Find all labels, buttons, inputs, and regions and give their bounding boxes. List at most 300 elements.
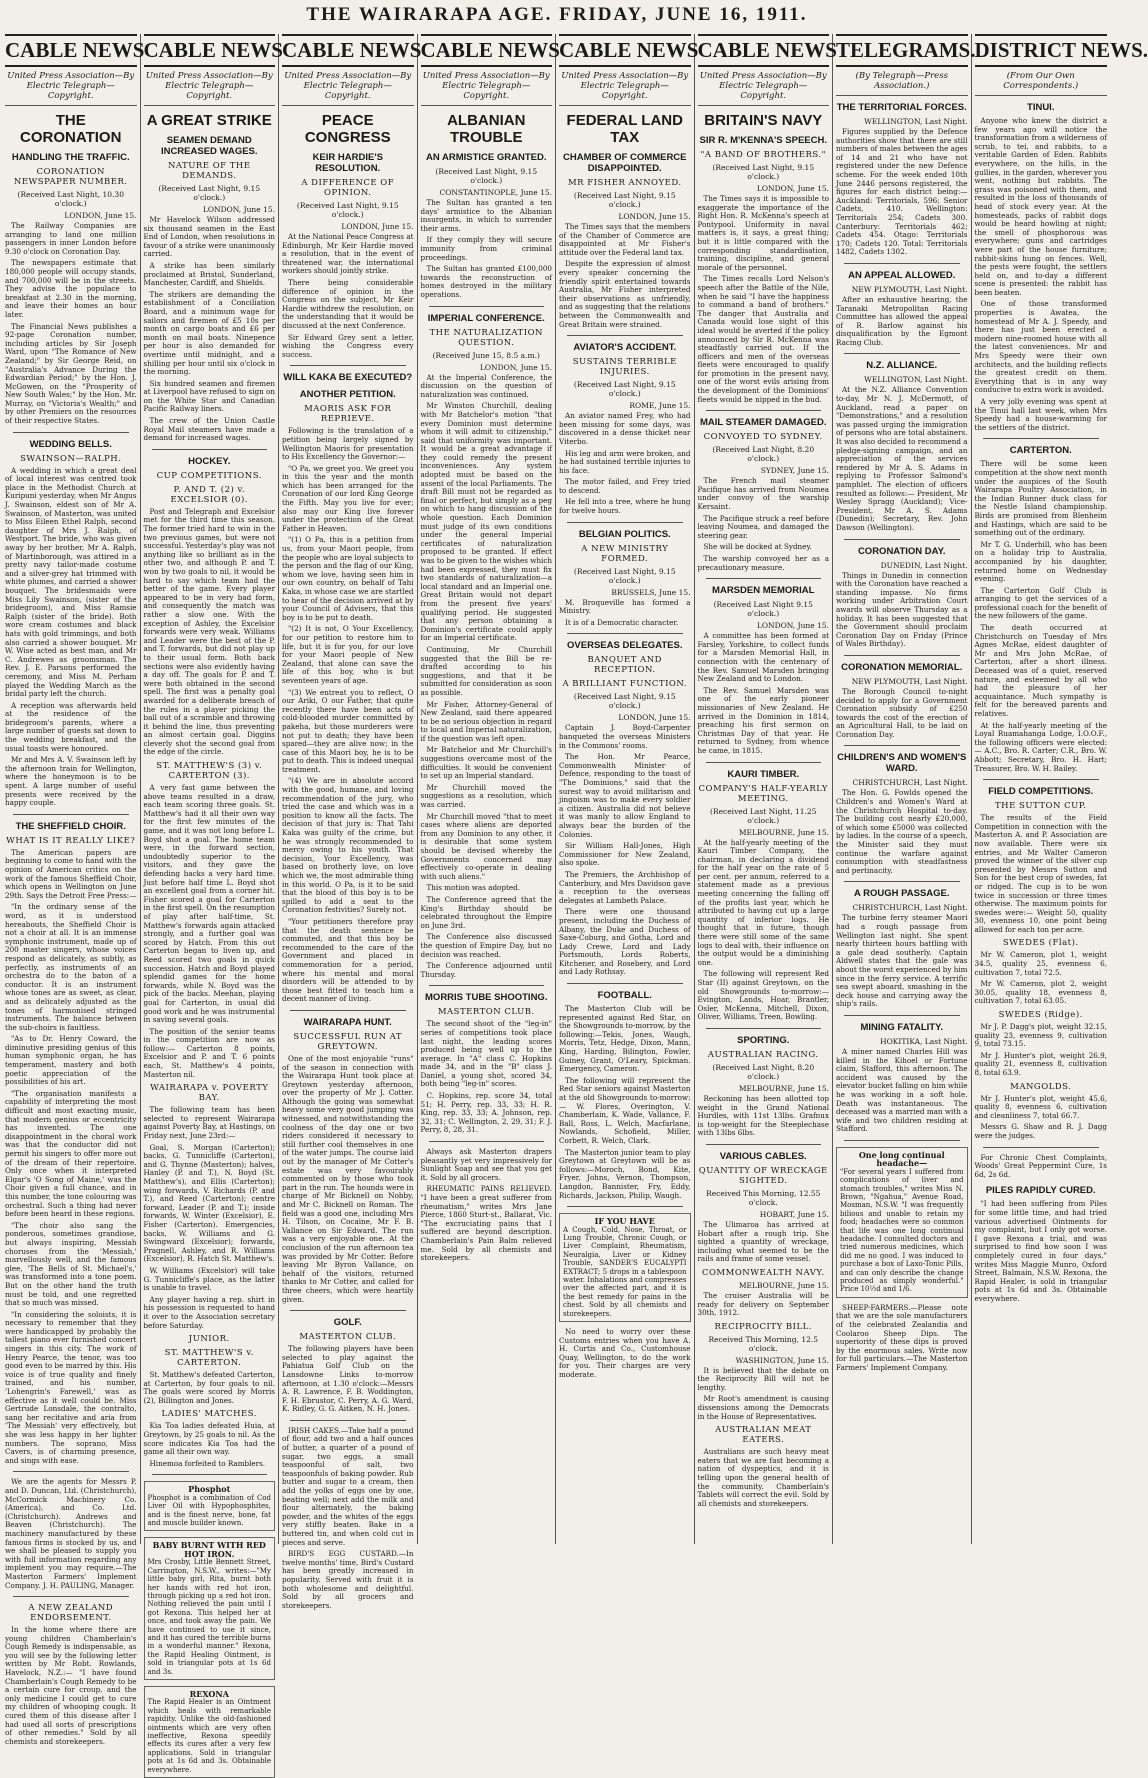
paragraph: IRISH CAKES.—Take half a pound of flour, add two and a half ounces of butter, a quarter of a pound of sugar, two eggs, a small teaspoonful of salt, two teaspoonfuls of baking powder. Rub butter and sugar to a cream, then add the yolks of eggs one by one, beating well; next add the milk and flour alternately, the baking powder, and the whites of the eggs very stiffly beaten. Bake in a buttered tin, and when cold cut in pieces and serve. [282,1425,414,1547]
column-heading: CABLE NEWS [144,34,276,67]
paragraph: The Conference also discussed the question of Empire Day, but no decision was reached. [420,932,552,959]
paragraph: The warship convoyed her as a precautionary measure. [697,554,829,572]
section-heading: WAIRARAPA HUNT. [303,1016,392,1028]
divider [567,983,683,984]
paragraph: Despite the expression of almost every speaker concerning the friendly spirit entertained towards Australia, Mr Fisher interpreted their observations as unfriendly, and as suggesting that the relations between the Commonwealth and Great Britain were strained. [559,259,691,329]
paragraph: "Your petitioners therefore pray that the death sentence be commuted, and that this boy be recommended to the care of the Government and placed in commemoration for a period, where his mental and moral disorders will be attended to by those best fitted to teach him a decent manner of living. [282,916,414,1004]
section-heading: SEAMEN DEMAND INCREASED WAGES. [160,135,258,157]
divider [706,578,822,579]
divider [429,985,545,986]
article-headline: BRITAIN'S NAVY [704,112,823,129]
divider [290,1010,406,1011]
paragraph: Mr Churchill moved "that to meet cases where aliens are deported from any Dominion to any other, it is desirable that some system should be devised whereby the Governments concerned may effectively co-operate in dealing with such aliens." [420,811,552,881]
section-heading: GOLF. [333,1317,362,1329]
section-heading: A ROUGH PASSAGE. [853,888,950,900]
advertisement-text: "For several years I suffered from complications of liver and stomach troubles," writes Miss N. Brown, "Ngahua," Avenue Road, Mosman, N.S.W. "I was frequently bilious and unable to retain my food; headaches were so common that life was one long continual headache. I consulted doctors and tried numerous medicines, which did me no good. I was induced to purchase a box of Laxo-Tonic Pills, and can only describe the change produced as simply wonderful." Price 10½d and 1/6. [840,1167,964,1294]
advertisement-heading: One long continual headache— [858,1149,945,1169]
column-heading: CABLE NEWS [421,34,553,67]
sub-heading: AUSTRALIAN MEAT EATERS. [715,1425,812,1446]
advertisement-heading: BABY BURNT WITH RED HOT IRON. [152,1540,266,1559]
section-heading: PILES RAPIDLY CURED. [985,1185,1096,1197]
section-heading: SPORTING. [737,1034,790,1046]
dateline: LONDON, June 15. [756,621,829,631]
sub-heading: SUSTAINS TERRIBLE INJURIES. [572,357,677,378]
divider [567,335,683,336]
sub-heading: SWEDES (Ridge). [998,1010,1083,1021]
column-credit: United Press Association—By Electric Telegraph—Copyright. [5,71,137,106]
paragraph: The Borough Council to-night decided to apply for a Government Coronation subsidy of £250 towards the cost of the erection of an Agricultural Hall, to be laid on Coronation Day. [836,686,968,739]
paragraph: The Masterton junior team to play Greytown at Greytown will be as follows:—Moroch, Bond, Kite, Fryer, Johns, Vernon, Thompson, Langdon, Bannister, Fry, Eddy, Richards, Jackson, Philip, Waugh. [559,1147,691,1200]
article-headline: FEDERAL LAND TAX [566,112,683,146]
paragraph: Six hundred seamen and firemen at Liverpool have refused to sign on on the White Star and Canadian Pacific Railway liners. [143,378,275,414]
divider [13,432,129,433]
advertisement-heading: Phosphot [188,1484,231,1495]
paragraph: The crew of the Union Castle Royal Mail steamers have made a demand for increased wages. [143,416,275,443]
section-heading: MINING FATALITY. [860,1021,943,1033]
paragraph: The cruiser Australia will be ready for delivery on September 30th, 1912. [697,1290,829,1318]
dateline: NEW PLYMOUTH, Last Night. [851,284,968,294]
received-line: (Received Last Night, 10.30 o'clock.) [17,190,124,208]
article-headline: ALBANIAN TROUBLE [447,112,526,146]
section-heading: SIR R. M'KENNA'S SPEECH. [699,135,827,146]
paragraph: The Rev. Samuel Marsden was one of the early pioneer missionaries of New Zealand. He arrived in the Dominion in 1814, preaching his first sermon on Christmas Day of that year. He returned to Sydney, from whence he came, in 1815. [697,685,829,755]
sub-heading: MANGOLDS. [1010,1081,1072,1092]
advertisement-text: Phosphot is a combination of Cod Liver Oil with Hypophosphites, and is the finest nerve, bone, fat and muscle builder known. [147,1493,271,1528]
paragraph: Post and Telegraph and Excelsior met for the third time this season. The former tried hard to win in the two previous games, but were not successful. Yesterday's play was not anything like so brilliant as in the other two, and although P. and T. won by two goals to nil, it would be hard to say which team had the better of the game. Every player appeared to be in very bad form, and consequently the match was rather a slow one. With the exception of Ashley, the Excelsior forwards were very weak. Williams and Leader were the best of the P. and T. forwards, but did not play up to their usual form. Both back sections were also evidently having a day off. The goals for P. and T. were both obtained in the second spell. The first was a penalty goal awarded for a deliberate breach of the rules in a player picking the ball out of a scramble and throwing it behind the line, thus preventing an almost certain goal. Diggins cleverly shot the second goal from the edge of the circle. [143,506,275,757]
sub-heading: P. AND T. (2) v. EXCELSIOR (0). [170,484,248,505]
dateline: WELLINGTON, Last Night. [864,375,968,385]
advertisement [144,1481,276,1531]
column-2 [141,34,283,1774]
divider [844,539,960,540]
sub-heading: A NEW ZEALAND ENDORSEMENT. [28,1603,114,1624]
divider [567,633,683,634]
sub-heading: ST. MATTHEW'S v. CARTERTON. [164,1348,254,1369]
section-heading: THE TERRITORIAL FORCES. [836,102,967,113]
paragraph: The following team has been selected to represent Wairarapa against Poverty Bay, at Hastings, on Friday next, June 23rd:— [143,1105,275,1141]
section-heading: ANOTHER PETITION. [299,389,396,401]
dateline: MELBOURNE, June 15. [738,1280,829,1290]
column-5 [556,34,699,1544]
paragraph: The Premiers, the Archbishop of Canterbury, and Mrs Davidson gave a reception to the overseas delegates at Lambeth Palace. [559,869,691,905]
paragraph: This motion was adopted. [426,883,521,893]
paragraph: A miner named Charles Hill was killed in the Kihoel or Fortune claim, Stafford, this afternoon. The accident was caused by the elevator bucket falling on him while he was working in a soft hole. Death was instantaneous. The deceased was a married man with a wife and two children residing at Stafford. [836,1046,968,1134]
received-line: (Received Last Night, 8.20 o'clock.) [712,1062,815,1081]
paragraph: "In the ordinary sense of the word, as it is understood hereabouts, the Sheffield Choir is not a choir at all. It is an immense symphonic instrument, made up of 200 master singers, whose voices respond as delicately, as subtly, as perfectly, as instruments of an orchestra do to the baton of a conductor. It is an instrument whose tones are as sweet, as clear, and as delicately adjusted as the tones of harmonised stringed instruments. The balance between the sub-choirs is faultless. [5,902,137,1032]
paragraph: A very fast game between the above teams resulted in a draw, each team scoring three goals. St. Matthew's had it all their own way for the first few minutes of the game, and it was not long before L. Boyd shot a goal. The home team were, in the forward section, undoubtedly superior to the visitors, and they gave the defending backs a very hard time. Just before half time L. Boyd shot an excellent goal from a corner hit. Fisher scored a goal for Carterton in the first spell. On the resumption of play after half-time, St. Matthew's forwards again attacked strongly, and a further goal was scored by Hatch. From this out Carterton began to liven up, and Reed scored two goals in quick succession. Hatch and Boyd played splendid games for the home forwards, while N. Boyd was the pick of the backs. Meehan, playing goal for Carterton, in usual did good work and he was instrumental in saving several goals. [143,783,275,1025]
column-4 [418,34,560,1544]
sub-heading: ST. MATTHEW'S (3) v. CARTERTON (3). [156,761,263,782]
column-6 [695,34,837,1544]
paragraph: The Conference agreed that the King's Birthday should be celebrated throughout the Empire on June 3rd. [420,894,552,930]
sub-heading: MASTERTON CLUB. [437,1007,535,1018]
divider [567,1206,683,1207]
sub-heading: SWEDES (Flat). [1002,938,1079,949]
paragraph: The Times says it is impossible to exaggerate the importance of the Right Hon. R. McKenna's speech at Pontypool. Uniformity in naval matters is, it says, a great thing; but it is little compared with the corresponding standardisation, training, discipline, and general morale of the personnel. [697,194,829,272]
paragraph: A committee has been formed at Farsley, Yorkshire, to collect funds for a Marsden Memorial Hall, in connection with the centenary of the Rev. Samuel Marsden bringing New Zealand and to London. [697,631,829,684]
paragraph: Sir William Hall-Jones, High Commissioner for New Zealand, also spoke. [559,841,691,868]
paragraph: "O Pa, we greet you. We greet you in this the year and the month which has been arranged for the Coronation of our lord King George the Fifth. May you live for ever; also may our King live forever under the protection of the Great Father in Heaven. [282,463,414,533]
dateline: HOKITIKA, Last Night. [880,1036,968,1046]
paragraph: At the Imperial Conference, the discussion on the question of naturalization was continued. [420,372,552,399]
column-credit: United Press Association—By Electric Telegraph—Copyright. [559,71,691,106]
paragraph: The Sultan has granted £100,000 towards the reconstruction of homes destroyed in the military operations. [420,264,552,299]
advertisement-text: A Cough, Cold, Nose, Throat, or Lung Trouble, Chronic Cough, or Liver Complaint, Rheumatism, Neuralgia, Liver or Kidney Trouble, SANDER'S EUCALYPTI EXTRACT; 5 drops in a tablespoon water. Inhalations and compresses over the affected part, and it is the best remedy for pains in the chest. Sold by all chemists and storekeepers. [563,1225,687,1318]
section-heading: IMPERIAL CONFERENCE. [427,312,545,324]
paragraph: Mr W. Cameron, plot 2, weight 30.05, quality 18, evenness 8, cultivation 7, total 63.05. [974,979,1107,1006]
paragraph: The following will represent Red Star (II) against Greytown, on the old Showgrounds to-morrow:—Evington, Lands, Hoar, Brantler, Osler, McKenna, Mitchell, Dixon, Oliver, Williams, Treen, Bowling. [697,969,829,1022]
paragraph: The Financial News publishes a 92-page Coronation number, including articles by Sir Joseph Ward, upon "The Romance of New Zealand;" by Sir George Reid, on "Australia's Advance During the Edwardian Period;" by the Hon. J. McGowen, on the "Prosperity of New South Wales;" by the Hon. Mr. Murray, on "Victoria's Wealth;" and by other Premiers on the resources of their respective States. [5,321,137,426]
paragraph: Kia Toa ladies defeated Huia, at Greytown, by 25 goals to nil. As the score indicates Kia Toa had the game all their own way. [143,1421,275,1457]
paragraph: The Hon. Mr Pearce, Commonwealth Minister of Defence, responding to the toast of "The Dominions," said that the surest way to avoid militarism and jingoism was to make every soldier a citizen. Australia did not believe it was manly to allow England to always bear the burden of the Colonies. [559,752,691,839]
paragraph: The following will represent the Red Star seniors against Masterton at the old Showgrounds to-morrow:— W. Flores, Overington, V. Chamberlain, K. Wade, Vallance, F. Ball, Ross, L. Welch, Macfarlane, Nowlands, Schofield, Miller, Corbett, R. Welch, Clark. [559,1075,691,1145]
divider [290,1310,406,1311]
dateline: MELBOURNE, June 15. [738,827,829,837]
column-1 [2,34,145,1746]
paragraph: The Pacifique struck a reef before leaving Noumea, and damaged the steering gear. [697,513,829,540]
paragraph: Figures supplied by the Defence authorities show that there are still numbers of males between the ages of 14 and 21 who have not registered under the new Defence scheme. For the week ended 10th June 2446 persons registered, the figures for each district being:—Auckland: Territorials, 596; Senior Cadets, 410. Wellington: Territorials 254; Cadets 300. Canterbury: Territorials 462; Cadets 454. Otago: Territorials 170; Cadets 120. Total: Territorials 1482, Cadets 1302. [836,127,968,257]
paragraph: Mr Batchelor and Mr Churchill's suggestions overcame most of the difficulties. It would be convenient to set up an Imperial standard. [420,745,552,781]
sub-heading: A NEW MINISTRY FORMED. [581,543,669,564]
sub-heading: "A BAND OF BROTHERS." [700,150,827,160]
sub-heading: WHAT IS IT REALLY LIKE? [6,835,136,846]
paragraph: She will be docked at Sydney. [703,542,812,552]
paragraph: An aviator named Frey, who had been missing for some days, was discovered in a dense thicket near Viterbo. [559,411,691,446]
dateline: LONDON, June 15. [479,362,552,372]
section-heading: OVERSEAS DELEGATES. [567,640,683,652]
sub-heading: A BRILLIANT FUNCTION. [562,679,688,690]
advertisement [836,1147,968,1298]
received-line: (Received June 15, 8.5 a.m.) [432,350,540,360]
paragraph: At the half-yearly meeting of the Kauri Timber Company, the chairman, in declaring a dividend for the half year on the rate of 5 per cent. per annum, referred to a statement made as a previous meeting concerning the falling off of the profits last year, which he attributed to having cut up a large quantity of inferior logs. He thought that in future, though there were still some of the same logs to deal with, their influence on the output would be a diminishing one. [697,837,829,967]
sub-heading: THE NATURALIZATION QUESTION. [429,327,543,348]
paragraph: The Hon. G. Fowlds opened the Children's and Women's Ward at the Christchurch Hospital to-day. The building cost nearly £20,000, of which some £5000 was collected by ladies. In the course of a speech, the Minister said they must continue the warfare against consumption with steadfastness and pertinacity. [836,788,968,875]
paragraph: The Times says that the members of the Chamber of Commerce are disappointed at Mr Fisher's attitude over the Federal land tax. [559,222,691,257]
section-heading: WEDDING BELLS. [29,438,112,450]
paragraph: The French mail steamer Pacifique has arrived from Noumea under convoy of the warship Kersaint. [697,476,829,512]
column-heading: CABLE NEWS [559,34,691,67]
paragraph: SHEEP-FARMERS.—Please note that we are the sole manufacturers of the celebrated Zealandia and Coolaroo Sheep Dips. The superiority of these dips is proved by the enormous sales. Write now for full particulars.—The Masterton Farmers' Implement Company. [836,1302,968,1372]
paragraph: The motor failed, and Frey tried to descend. [559,477,691,495]
column-heading: DISTRICT NEWS. [975,34,1108,67]
received-line: Received This Morning, 12.55 o'clock. [706,1188,821,1207]
received-line: (Received Last Night 9.15 o'clock.) [713,600,813,619]
paragraph: He fell into a tree, where he hung for twelve hours. [559,497,691,516]
paragraph: If they comply they will secure immunity from criminal proceedings. [420,235,552,262]
paragraph: Continuing, Mr Churchill suggested that the Bill be re-drafted according to his suggestions, and that it be submitted for consideration as soon as possible. [420,644,552,697]
divider [983,1147,1100,1148]
paragraph: M. Broqueville has formed a Ministry. [559,597,691,616]
paragraph: Mr Root's amendment is causing dissensions among the Democrats in the House of Representatives. [697,1394,829,1421]
paragraph: For Chronic Chest Complaints, Woods' Great Peppermint Cure, 1s 6d, 2s 6d. [974,1152,1107,1179]
section-heading: FOOTBALL. [597,990,652,1002]
divider [983,438,1100,439]
divider [844,655,960,656]
paragraph: At the half-yearly meeting of the Loyal Ruamahanga Lodge, I.O.O.F., the following officers were elected:— A.C., Bro. R. Carter; C.R., Bro. W. Abbott; Secretary, Bro. H. Hart; Treasurer, Bro. W. H. Bailey. [974,720,1107,773]
divider [706,410,822,411]
divider [844,881,960,882]
section-heading: AN ARMISTICE GRANTED. [425,152,547,163]
paragraph: Mr Winston Churchill, dealing with Mr Batchelor's motion "that every Dominion must determine whom it will admit to citizenship," said that uniformity was important. It would be a great advantage if they could remedy the present inconveniences. Any system adopted must be based on the assent of the local Parliaments. The draft Bill must not be regarded as final or perfect, but simply as a peg on which to hang discussion of the whole question. Each Dominion must judge of its own conditions under the general Imperial certificates of naturalization proposed to be granted. If effect was to be given to the wishes which had been expressed, they must fix two standards of naturalization—a local standard and an Imperial one. Great Britain would not depart from the present five years' qualifying period. He suggested that any person obtaining a Dominion's certificate could apply for an Imperial certificate. [420,401,552,643]
section-heading: THE SHEFFIELD CHOIR. [15,820,126,832]
dateline: HOBART, June 15. [759,1209,829,1219]
dateline: LONDON, June 15. [64,211,137,220]
paragraph: RHEUMATIC PAINS RELIEVED. "I have been a great sufferer from rheumatism," writes Mrs Jane Pierce, 1860 Sturt-st., Ballarat, Vic. "The excruciating pains that I suffered are beyond description. Chamberlain's Pain Balm relieved me. Sold by all chemists and storekeepers. [420,1184,552,1263]
sub-heading: NATURE OF THE DEMANDS. [167,161,251,181]
paragraph: Captain J. Boyd-Carpenter banqueted the overseas Ministers in the Commons' rooms. [559,723,691,750]
article-headline: THE CORONATION [20,112,122,146]
paragraph: Messrs G. Shaw and R. J. Dagg were the judges. [974,1122,1107,1140]
sub-heading: AUSTRALIAN RACING. [707,1049,819,1060]
paragraph: The Carterton Golf Club is arranging to get the services of a professional coach for the benefit of the new followers of the game. [974,585,1107,621]
divider [706,1028,822,1029]
column-3 [279,34,422,1610]
sub-heading: JUNIOR. [188,1334,230,1345]
paragraph: A strike has been similarly proclaimed at Bristol, Sunderland, Manchester, Cardiff, and Shields. [143,260,275,288]
received-line: (Received Last Night, 9.15 o'clock.) [712,163,815,181]
dateline: SYDNEY, June 15. [760,466,829,476]
paragraph: The newspapers estimate that 180,000 people will occupy stands, and 700,000 will be in the streets. They advise the populace to breakfast at 2.30 in the morning, and leave their homes an hour later. [5,258,137,319]
paragraph: Mr W. Cameron, plot 1, weight 34.5, quality 25, evenness 6, cultivation 7, total 72.5. [974,950,1107,977]
paragraph: "As to Dr. Henry Coward, the diminutive presiding genius of this human symphonic organ, he has temperament, mastery and both poetic appreciation of the possibilities of his art. [5,1034,137,1087]
paragraph: Hinemoa forfeited to Ramblers. [149,1458,266,1468]
newspaper-page [2,34,1148,1774]
section-heading: KEIR HARDIE'S RESOLUTION. [312,152,383,174]
dateline: LONDON, June 15. [202,205,275,214]
paragraph: In the home where there are young children Chamberlain's Cough Remedy is indispensable, as you will see by the following letter written by Mr Robt. Rowlands, Havelock, N.Z.:— "I have found Chamberlain's Cough Remedy to be a certain cure for croup, and the only medicine I could get to cure my children of whooping cough. It cured them of this disease after I had used all sorts of prescriptions of other remedies." Sold by all chemists and storekeepers. [5,1625,137,1746]
divider [290,365,406,366]
advertisement [144,1686,276,1778]
paragraph: One of the most enjoyable "runs" of the season in connection with the Wairarapa Hunt took place at Greytown yesterday afternoon, over the property of Mr J. Cotter. Although the going was somewhat heavy some very good jumping was witnessed, and notwithstanding the coolness of the day one or two riders considered it necessary to still further cool themselves in one of the water jumps. The course laid out by the manager of Mr Cotter's estate was very favourably commented on by those who took part in the run. The hounds were in charge of Mr Bicknell on Nobby, and Mr C. Bicknell on Roman. The field was a good one, including Mrs H. Tilson, on Cocaine, Mr F. B. Vallance on Sir Edward. The run was a very enjoyable one. At the conclusion of the run afternoon tea was provided by Mr Cotter. Before leaving Mr Byron Vallance, on behalf of the visitors, returned thanks to Mr Cotter, and called for three cheers, which were heartily given. [282,1053,414,1304]
sub-heading: MASTERTON CLUB. [299,1332,397,1343]
received-line: (Received Last Night, 9.15 o'clock.) [573,566,676,585]
paragraph: Mr J. Hunter's plot, weight 26.9, quality 21, evenness 8, cultivation 8, total 63.9. [974,1050,1107,1077]
dateline: NEW PLYMOUTH, Last Night. [851,676,968,686]
divider [567,522,683,523]
paragraph: No need to worry over these Customs entries when you have A. H. Curtis and Co., Customhouse Quay, Wellington, to do the work for you. Their charges are very moderate. [559,1327,691,1379]
dateline: LONDON, June 15. [756,184,829,193]
paragraph: The Masterton Club will be represented against Red Star, on the Showgrounds to-morrow, by the following:—Tekis, Jones, Waugh, Morris, Tetz, Hedge, Dixon, Mann, King, Harding, Bilington, Fowler, Guiney, Grant, O'Leary, Spickman. Emergency, Cameron. [559,1004,691,1074]
received-line: (Received Last Night, 9.15 o'clock.) [296,201,399,219]
column-heading: CABLE NEWS [282,34,414,67]
paragraph: "The organisation manifests a capability of interpreting the most difficult and most exacting music, that modern genius or eccentricity has invented. The one disappointment in the choral work was that the conductor did not permit his singers to offer more out of the dream of their repertoire. Only once when it interpreted Elgar's 'O Song of Maine,' was the Choir given a full chance, and in this number, the tone colouring was orchestral. Such a thing had never before been heard in these regions. [5,1088,137,1219]
column-heading: CABLE NEWS [5,34,137,67]
divider [13,814,129,815]
sub-heading: RECIPROCITY BILL. [714,1321,812,1332]
sub-heading: A DIFFERENCE OF OPINION. [301,178,395,198]
paragraph: There being considerable difference of opinion in the Congress on the subject, Mr Keir Hardie withdrew the resolution, on the understanding that it would be discussed at the next Conference. [282,277,414,330]
dateline: WASHINGTON, June 15. [735,1355,829,1365]
section-heading: MAIL STEAMER DAMAGED. [700,417,827,429]
dateline: MELBOURNE, June 15. [738,1083,829,1093]
paragraph: Things in Dunedin in connection with the Coronation have reached a standing impasse. No firms working under Arbitration Court awards will observe Thursday as a holiday. It has been suggested that the Government should proclaim Coronation Day on Friday (Prince of Wales Birthday). [836,570,968,649]
section-heading: KAURI TIMBER. [727,768,800,780]
paragraph: The Ulimaroa has arrived at Hobart after a rough trip. She sighted a quantity of wreckage, including what seemed to be the rails and frame of some vessel. [697,1219,829,1264]
paragraph: Always ask Masterton drapers pleasantly yet very impressively for Sunlight Soap and see that you get it. Sold by all grocers. [420,1147,552,1182]
dateline: LONDON, June 15. [618,713,691,723]
paragraph: It is believed that the debate on the Reciprocity Bill will not be lengthy. [697,1365,829,1392]
received-line: (Received Last Night, 9.15 o'clock.) [158,184,261,202]
sub-heading: CORONATION NEWSPAPER NUMBER. [13,167,128,187]
paragraph: The position of the senior teams in the competition are now as follow:— Carterton 8 points, Excelsior and P. and T. 6 points each, St. Matthew's 4 points, Masterton nil. [143,1026,275,1079]
paragraph: Mr T. G. Underhill, who has been on a holiday trip to Australia, accompanied by his daughter, returned home on Wednesday evening. [974,539,1107,584]
paragraph: There were one thousand present, including the Duchess of Albany, the Duke and Duchess of Saxe-Coburg, and Gotha, Lord and Lady Crewe, Lord and Lady Portsmouth, Lords Roberts, Kitchener, and Rosebery, and Lord and Lady Rothsay. [559,907,691,977]
paragraph: C. Hopkins, rep. score 34, total 51; H. Perry, rep. 33, 33; H. R. King, rep. 33, 33; A. Johnson, rep. 32, 31; C. Wellington, 2, 29, 31; F. J. Perry, 8, 28, 31. [420,1091,552,1135]
divider [429,306,545,307]
advertisement-heading: REXONA [189,1688,229,1699]
paragraph: The death occurred at Christchurch on Tuesday of Mrs Agnes McRae, eldest daughter of Mr and Mrs John McRae, of Carterton, after a short illness. Deceased was of a quiet, reserved nature, and esteemed by all who had the pleasure of her acquaintance. Much sympathy is felt for the bereaved parents and relatives. [974,623,1107,718]
paragraph: The Sultan has granted a ten days' armistice to the Albanian insurgents, in which to surrender their arms. [420,198,552,233]
section-heading: CHAMBER OF COMMERCE DISAPPOINTED. [563,152,687,174]
divider [844,1140,960,1141]
paragraph: One of those transformed properties is Awatea, the homestead of Mr A. J. Speedy, and there has just been erected a modern nine-roomed house with all the latest conveniences. Mr and Mrs Speedy were their own architects, and the building reflects the greatest credit on them. Everything that is in any way conducive to extra work is avoided. [974,299,1107,395]
paragraph: At the N.Z. Alliance Convention to-day, Mr N. J. McDermott, of Auckland, read a paper on "Demonstrations," and a resolution was passed urging the immigration of persons who are total abstainers. It was also decided to recommend a pledge-signing campaign, and an appreciation of the services rendered by Mr A. S. Adams in replying to Professor Salmond's pamphlet. The election of officers resulted as follows:— President, Mr Wesley Spragg (Auckland); Vice-President, Mr A. S. Adams (Dunedin); Secretary, Rev. John Dawson (Wellington). [836,385,968,532]
section-heading: FIELD COMPETITIONS. [988,786,1094,798]
sub-heading: THE SUTTON CUP. [995,801,1087,812]
article-headline: A GREAT STRIKE [146,112,272,129]
column-credit: (By Telegraph—Press Association.) [836,71,968,96]
paragraph: "(3) We entreat you to reflect, O our Ariki, O our Father, that quite recently there have been acts of cold-blooded murder committed by pakeha, but those murderers were not put to death; they have been spared—they are alive now; in the case of this Maori boy, he is to be put to death. This is indeed unequal treatment. [282,687,414,774]
paragraph: "In considering the soloists, it is necessary to remember that they were handicapped by probably the tallest piano ever furnished concert singers in this city. The work of Henry Pearce, the tenor, was too good even to be marred by this. His voice is of true quality and finely trained, and his number, 'Lohengrin's Farewell,' was as effective as it well could be. Miss Gertrude Lonsdale, the contralto, sang her recitative and aria from 'The Messiah' very effectively, but she was less happy in her lighter numbers. The soprano, Miss Cavers, is of charming presence, and sings with ease. [5,1309,137,1465]
paragraph: "(2) It is not, O Your Excellency, for our petition to restore him to life, but it is for you, for our love for your Maori people of New Zealand, that alone can save the life of this boy, who is but seventeen years of age. [282,624,414,685]
divider [983,779,1100,780]
advertisement-heading: IF YOU HAVE [594,1216,655,1227]
dateline: LONDON, June 15. [618,212,691,221]
dateline: DUNEDIN, Last Night. [880,560,968,570]
paragraph: At the National Peace Congress at Edinburgh, Mr Keir Hardie moved a resolution, that in the event of threatened war, the international workers should jointly strike. [282,232,414,276]
divider [844,353,960,354]
paragraph: The turbine ferry steamer Maori had a rough passage from Wellington last night. She spent nearly thirteen hours battling with a gale dead southerly. Captain Aldwell states that the gale was about the worst experienced by him since in the ferry service. A terrific sea swept aboard, smashing in the deck house and carrying away the ship's rails. [836,913,968,1009]
sub-heading: BANQUET AND RECEPTION. [587,655,662,676]
paragraph: His leg and arm were broken, and he had sustained terrible injuries to his face. [559,448,691,475]
divider [152,449,268,450]
paragraph: There will be some keen competition at the show next month under the auspices of the South Wairarapa Poultry Association, in the Indian Runner duck class for the Nestle Island championship. Birds are promised from Blenheim and Hastings, which are said to be something out of the ordinary. [974,459,1107,538]
column-credit: (From Our Own Correspondents.) [975,71,1108,96]
sub-heading: WAIRARAPA v. POVERTY BAY. [150,1083,269,1104]
divider [706,1144,822,1145]
paragraph: Australians are such heavy meat eaters that we are fast becoming a nation of dyspeptics, and it is telling upon the general health of the community. Chamberlain's Tablets will correct the evil. Sold by all chemists and storekeepers. [697,1447,829,1508]
section-heading: CORONATION MEMORIAL. [841,661,963,673]
paragraph: "(1) O Pa, this is a petition from us, from your Maori people, from the people who are loyal subjects to the person and the flag of our King, whom we love, having seen him in our own country, on behalf of Tahi Kaka, in whose case we are startled to hear of the decision arrived at by your Council of Advisers, that this boy is to be put to death. [282,535,414,622]
dateline: LONDON, June 15. [341,222,414,231]
advertisement-text: Mrs Crosby, Little Bennett Street, Carrington, N.S.W., writes:—"My little baby girl, Rita, burnt both her hands with red hot iron, through picking up a red hot iron. Nothing relieved the pain until I got Rexona. This helped her at once, and took away the pain. We have continued to use it since, and it has cured the terrible burns in a wonderful manner." Rexona, the Rapid Healing Ointment, is sold in triangular pots at 1s 6d and 3s. [147,1558,271,1676]
section-heading: AN APPEAL ALLOWED. [848,269,956,281]
column-heading: CABLE NEWS [698,34,830,67]
paragraph: The Conference adjourned until Thursday. [420,961,552,979]
column-7 [833,34,976,1544]
divider [13,1471,129,1472]
section-heading: VARIOUS CABLES. [719,1150,807,1162]
received-line: (Received Last Night, 8.20 o'clock.) [712,445,815,464]
divider [844,745,960,746]
paragraph: The Railway Companies are arranging to land one million passengers in inner London before 9.30 o'clock on Coronation Day. [5,221,137,256]
dateline: WELLINGTON, Last Night. [864,117,968,126]
paragraph: A wedding in which a great deal of local interest was centred took place in the Methodist Church at Kuripuni yesterday, when Mr Angus J. Swainson, eldest son of Mr A. Swainson, of Masterton, was united to Miss Eileen Ethel Ralph, second daughter of Mrs J. Ralph, of Westport. The bride, who was given away by her brother, Mr A. Ralph, of Martinborough, was attired in a pretty navy tailor-made costume and a silver-grey hat trimmed with white plumes, and carried a shower bouquet. The bridesmaids were Miss Lily Swainson, (sister of the bridegroom), and Miss Ramsie Ralph (sister of the bride). Both wore cream costumes and black hats with gold trimmings, and both also carried a shower bouquet. Mr W. Wise acted as best man, and Mr C. Andrewes as groomsman. The Rev. J. E. Parsons performed the ceremony, and Miss M. Perham played the Wedding March as the bridal party left the church. [5,465,137,699]
section-heading: MORRIS TUBE SHOOTING. [425,992,548,1004]
paragraph: "The choir also sang the ponderous, sometimes grandiose, but always inspiring, Messiah choruses from the 'Messiah,' marvellously well, and the famous glee, 'The Bells of St. Michael's,' was transformed into a tone poem. But on the other hand the truth must be told, and one regretted that so much was missed. [5,1220,137,1308]
column-heading: TELEGRAMS. [836,34,968,67]
advertisement-text: The Rapid Healer is an Ointment which heals with remarkable rapidity. Unlike the old-fashioned ointments which are very often ineffective, Rexona speedily effects its cures after a very few applications. Sold in triangular pots at 1s 6d and 3s. Obtainable everywhere. [147,1698,271,1774]
column-credit: United Press Association—By Electric Telegraph—Copyright. [144,71,276,106]
received-line: (Received Last Night, 9.15 o'clock.) [573,692,676,711]
divider [429,1141,545,1142]
sub-heading: CONVOYED TO SYDNEY. [703,432,823,443]
masthead: THE WAIRARAPA AGE. FRIDAY, JUNE 16, 1911. [306,4,808,25]
divider [844,263,960,264]
paragraph: It is of a Democratic character. [565,617,679,627]
section-heading: HANDLING THE TRAFFIC. [11,152,130,163]
section-heading: HOCKEY. [188,455,231,467]
paragraph: Goal, S. Morgan (Carterton); backs, G. Tunnicliffe (Carterton), and G. Thynne (Masterton); halves, Hanley (P. and T.), N. Boyd (St. Matthew's), and Ellis (Carterton); wing forwards, V. Richards (P. and T.), and Reed (Carterton); centre forward, Leader (P. and T.); inside forwards, W. Winter (Excelsior), E. Fisher (Carterton). Emergencies, backs, W. Williams and G. Swingward (Excelsior); forwards, Pragnell, Ashley, and R. Williams (Excelsior), R. Hatch St. Matthew's. [143,1142,275,1264]
paragraph: Any player having a rep. shirt in his possession is requested to hand it over to the Association secretary before Saturday. [143,1294,275,1330]
sub-heading: LADIES' MATCHES. [161,1409,257,1420]
received-line: Received This Morning, 12.5 o'clock. [708,1334,819,1353]
dateline: CONSTANTINOPLE, June 15. [439,188,552,197]
received-line: (Received Last Night, 9.15 o'clock.) [573,380,676,399]
section-heading: CARTERTON. [1009,445,1072,457]
column-credit: United Press Association—By Electric Telegraph—Copyright. [698,71,830,106]
section-heading: CHILDREN'S AND WOMEN'S WARD. [837,752,967,775]
column-credit: United Press Association—By Electric Telegraph—Copyright. [421,71,553,106]
paragraph: Anyone who knew the district a few years ago will notice the transformation from a wilderness of scrub, to tei, and rabbits, to a veritable Garden of Eden. Rabbits everywhere, on the hills, in the gullies, in the garden, wherever you went, nothing but rabbits. The grass was poisoned with them, and resulted in the loss of thousands of head of stock every year. At the homesteads, packs of rabbit dogs would be heard howling at night; the smell of phosphorous was everywhere; guns and cartridges were part of the house furniture; rabbit-skins hung on fences. Well, the pests were fought, the settlers held on, and to-day a different scene is presented: the rabbit has been beaten. [974,116,1107,297]
paragraph: Mr Churchill moved the suggestions as a resolution, which was carried. [420,782,552,810]
divider [706,762,822,763]
divider [844,1015,960,1016]
paragraph: Sir Edward Grey sent a letter, wishing the Congress every success. [282,332,414,359]
paragraph: BIRD'S EGG CUSTARD.—In twelve months' time, Bird's Custard has been greatly increased in popularity. Served with fruit it is both wholesome and delightful. Sold by all grocers and storekeepers. [282,1549,414,1610]
paragraph: Following is the translation of a petition being largely signed by Wellington Maoris for presentation to His Excellency the Governor:— [282,426,414,462]
paragraph: The second shoot of the "leg-in" series of competitions took place last night, the leading scores produced being well up to the average. In "A" class C. Hopkins made 34, and in the "B" class J. Daniel, a young shot, scored 34, both being "leg-in" scores. [420,1019,552,1089]
column-credit: United Press Association—By Electric Telegraph—Copyright. [282,71,414,106]
dateline: BRUSSELS, June 15. [611,587,691,597]
dateline: CHRISTCHURCH, Last Night. [852,903,968,913]
article-headline: PEACE CONGRESS [304,112,391,146]
sub-heading: COMPANY'S HALF-YEARLY MEETING. [698,783,828,804]
paragraph: A very jolly evening was spent at the Tinui hall last week, when Mrs Speedy had a house-warming for the settlers of the district. [974,397,1107,432]
section-heading: TINUI. [1027,102,1055,113]
divider [290,1420,406,1421]
advertisement [144,1537,276,1680]
paragraph: Reckoning has been allotted top weight in the Grand National Hurdles, with 11st 13lbs. Grafnux is top-weight for the Steeplechase with 13lbs 6lbs. [697,1093,829,1138]
paragraph: St. Matthew's defeated Carterton, at Carterton, by four goals to nil. The goals were scored by Morris (2), Billington and Jones. [143,1370,275,1405]
section-heading: CORONATION DAY. [857,545,946,557]
column-8 [972,34,1148,1544]
paragraph: The results of the Field Competition in connection with the Masterton A. and P. Association are now available. There were six entries, and Mr Walter Cameron proved the winner of the silver cup presented by Messrs Sutton and Son for the best crop of swedes, fat or ridged. The cup is to be won twice in succession or three times otherwise. The maximum points for swedes were:— Weight 50, quality 30, evenness 10, one point being allowed for each ton per acre. [974,813,1107,934]
paragraph: After an exhaustive hearing, the Taranaki Metropolitan Racing Committee has allowed the appeal of R. Barlow against his disqualification by the Egmont Racing Club. [836,294,968,347]
paragraph: The Times recalls Lord Nelson's speech after the Battle of the Nile, when he said "I have the happiness to command a band of brothers." The danger that Australia and Canada would lose sight of this ideal would be averted if the policy announced by Sir R. McKenna was steadfastly carried out. If the officers and men of the overseas fleets were encouraged to qualify for promotion in the present navy, one of the worst evils arising from the development of the Dominions' fleets would be nipped in the bud. [697,274,829,404]
dateline: CHRISTCHURCH, Last Night. [852,778,968,788]
sub-heading: SUCCESSFUL RUN AT GREYTOWN. [293,1031,403,1052]
divider [13,1596,129,1597]
section-heading: AVIATOR'S ACCIDENT. [573,342,677,354]
paragraph: The American papers are beginning to come to hand with the opinion of American critics on the work of the famous Sheffield Choir, which opens in Wellington on June 29th. Says the Detroit Free Press:— [5,847,137,900]
received-line: (Received Last Night, 9.15 o'clock.) [435,167,538,185]
paragraph: Mr Havelock Wilson addressed six thousand seamen in the East End of London, when resolutions in favour of a strike were unanimously carried. [143,215,275,259]
received-line: (Received Last Night, 11.25 o'clock.) [710,806,817,825]
advertisement [559,1213,691,1322]
section-heading: WILL KAKA BE EXECUTED? [283,372,413,384]
section-heading: MARSDEN MEMORIAL [712,585,815,597]
paragraph: "(4) We are in absolute accord with the good, humane, and loving recommendation of the jury, who tried the case and which was in a position to know all the facts. The decision of that jury is: That Tahi Kaka was guilty of the crime, but he was strongly recommended to mercy owing to his youth. That decision, Your Excellency, was based on brotherly love, on love which we, the most admirable thing in this world. O Pa, is it to be said that the blood of this boy is to be spilled to add a seat to the Coronation festivities? Surely not. [282,776,414,915]
sub-heading: QUANTITY OF WRECKAGE SIGHTED. [698,1165,828,1186]
sub-heading: MR FISHER ANNOYED. [567,178,682,188]
paragraph: Mr J. Hunter's plot, weight 45.6, quality 8, evenness 6, cultivation and cleanliness 7, total 66.7. [974,1093,1107,1120]
paragraph: The following players have been selected to play against the Pahiatua Golf Club on the Lansdowne Links to-morrow afternoon, at 1.30 o'clock:—Messrs A. R. Lawrence, F. B. Woddington, F. H. Ebrustor, C. Perry, A. G. Ward, K. Ridley, G. G. Aitken, N. H. Jones. [282,1344,414,1414]
dateline: ROME, June 15. [629,401,691,411]
section-heading: BELGIAN POLITICS. [578,528,671,540]
paragraph: Mr and Mrs A. V. Swainson left by the afternoon train for Wellington, where the honeymoon is to be spent. A large number of useful presents were received by the happy couple. [5,755,137,808]
paragraph: A reception was afterwards held at the residence of the bridegroom's parents, where a large number of guests sat down to the wedding breakfast, and the usual toasts were honoured. [5,700,137,753]
